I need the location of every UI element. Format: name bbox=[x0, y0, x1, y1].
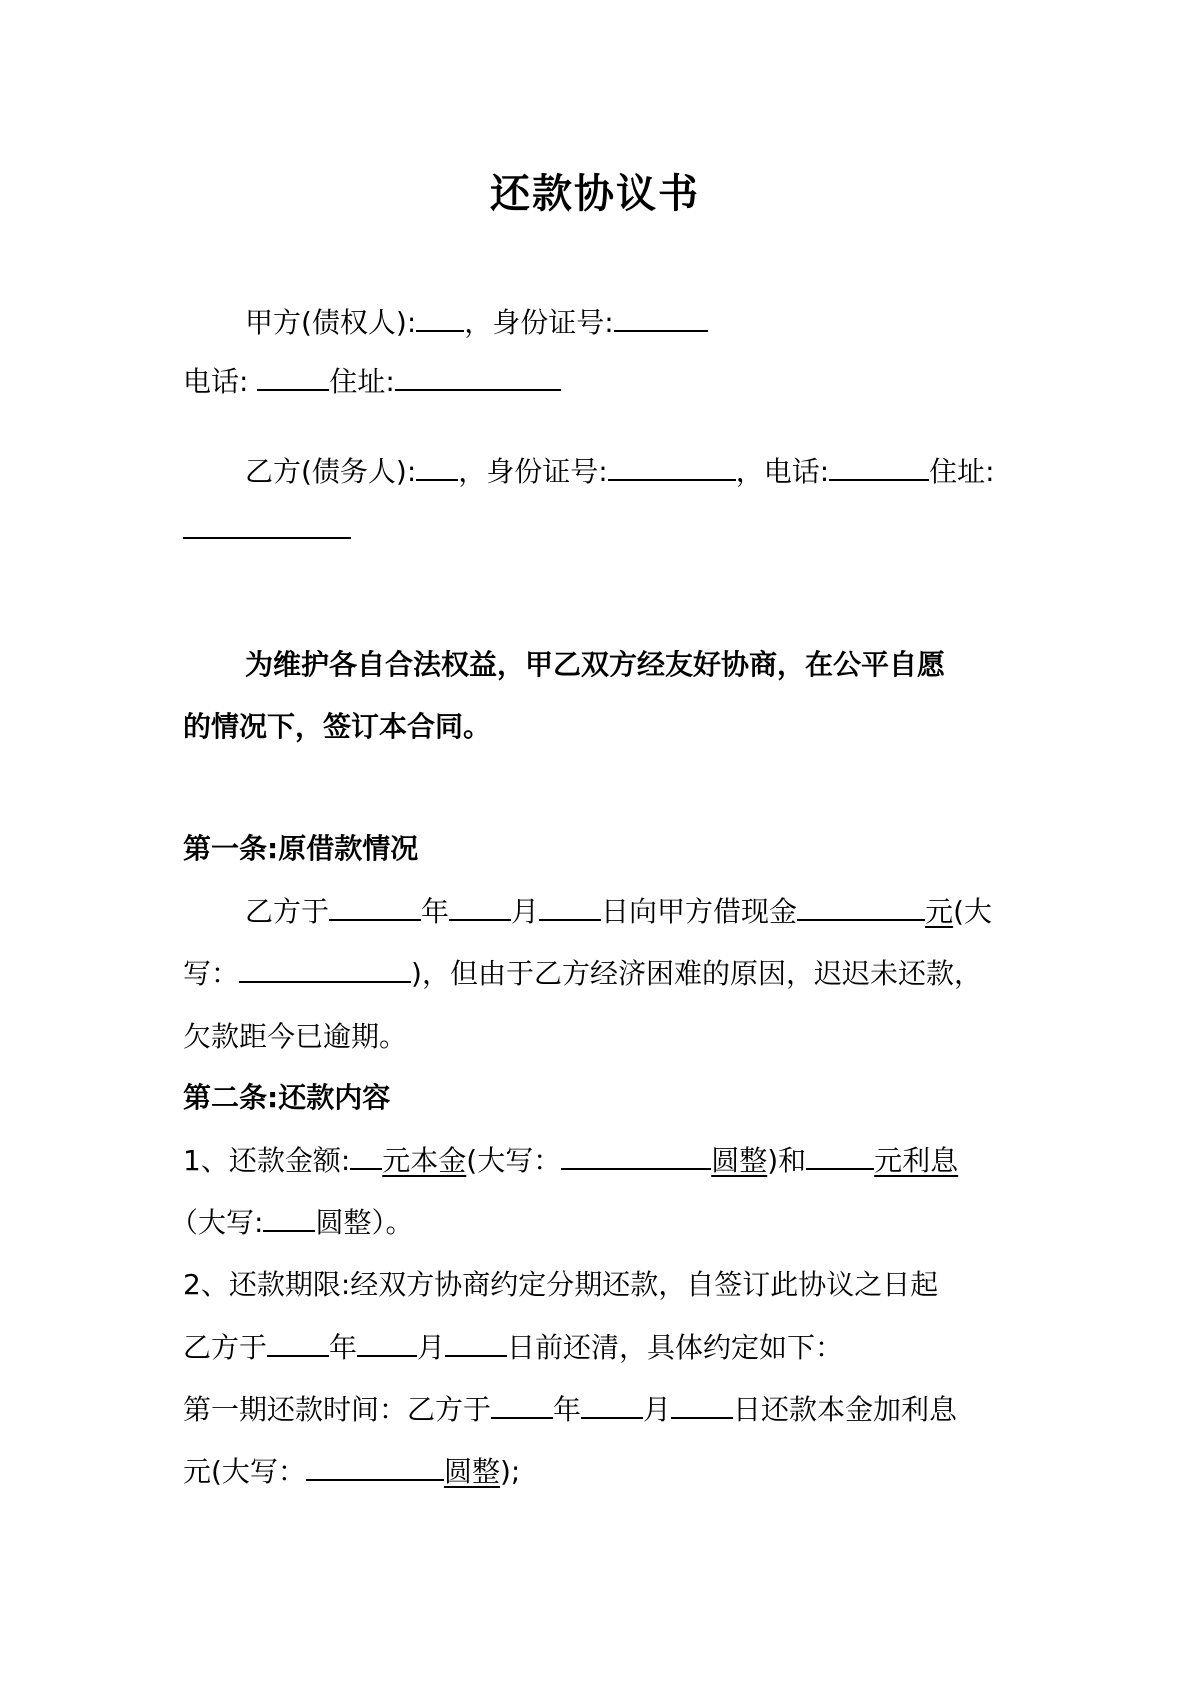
principal-blank[interactable] bbox=[350, 1142, 382, 1170]
party-a-contact-line bbox=[183, 362, 1028, 402]
article-1-line-2 bbox=[183, 954, 1028, 994]
article-1-rest: )，但由于乙方经济困难的原因，迟迟未还款， bbox=[411, 957, 982, 990]
term-month-text: 月 bbox=[417, 1331, 446, 1364]
interest-end-text: 圆整）。 bbox=[315, 1206, 414, 1239]
party-a-address-label: 住址: bbox=[329, 365, 395, 398]
party-a-id-blank[interactable] bbox=[614, 304, 708, 332]
preamble-line-2: 的情况下，签订本合同。 bbox=[183, 710, 492, 743]
yuan-text: 元 bbox=[925, 895, 954, 928]
installment-1-words-blank[interactable] bbox=[306, 1453, 444, 1481]
party-b-address-line bbox=[183, 510, 1028, 550]
term-day-text: 日前还清，具体约定如下： bbox=[507, 1331, 844, 1364]
installment-1-year-blank[interactable] bbox=[491, 1391, 553, 1419]
party-a-phone-blank[interactable] bbox=[257, 363, 329, 391]
article-2-item-2-line-2 bbox=[183, 1328, 1028, 1368]
party-a-address-blank[interactable] bbox=[395, 363, 561, 391]
installment-1-day-text: 日还款本金加利息 bbox=[733, 1393, 958, 1426]
installment-1-prefix: 第一期还款时间：乙方于 bbox=[183, 1393, 492, 1426]
party-b-address-blank[interactable] bbox=[183, 511, 351, 539]
party-b-name-blank[interactable] bbox=[416, 453, 458, 481]
interest-daxie-text: （大写: bbox=[170, 1206, 264, 1239]
term-year-blank[interactable] bbox=[267, 1329, 329, 1357]
article-2-heading: 第二条:还款内容 bbox=[183, 1081, 391, 1114]
loan-amount-blank[interactable] bbox=[797, 893, 925, 921]
article-1-line-1 bbox=[245, 892, 1028, 932]
term-year-text: 年 bbox=[329, 1331, 358, 1364]
loan-day-blank[interactable] bbox=[539, 893, 601, 921]
term-day-blank[interactable] bbox=[445, 1329, 507, 1357]
interest-words-blank[interactable] bbox=[263, 1204, 315, 1232]
party-a-label: 甲方(债权人): bbox=[245, 306, 417, 339]
installment-1-month-text: 月 bbox=[643, 1393, 672, 1426]
yuanzheng-text: 圆整 bbox=[711, 1144, 768, 1177]
installment-1-day-blank[interactable] bbox=[671, 1391, 733, 1419]
party-b-label: 乙方(债务人): bbox=[245, 455, 417, 488]
month-text: 月 bbox=[511, 895, 540, 928]
party-a-name-blank[interactable] bbox=[416, 304, 464, 332]
daxie-text: (大写： bbox=[466, 1144, 562, 1177]
party-a-line bbox=[245, 303, 1028, 343]
article-2-item-2-line-1: 2、还款期限:经双方协商约定分期还款，自签订此协议之日起 bbox=[183, 1268, 939, 1301]
year-text: 年 bbox=[421, 895, 450, 928]
installment-1-month-blank[interactable] bbox=[581, 1391, 643, 1419]
party-b-phone-blank[interactable] bbox=[829, 453, 929, 481]
party-a-phone-label: 电话: bbox=[183, 365, 258, 398]
article-1-heading: 第一条:原借款情况 bbox=[183, 832, 419, 865]
document-title: 还款协议书 bbox=[490, 170, 700, 217]
interest-blank[interactable] bbox=[806, 1142, 874, 1170]
term-month-blank[interactable] bbox=[357, 1329, 417, 1357]
installment-1-yuanzheng: 圆整 bbox=[443, 1455, 500, 1488]
party-b-address-label: 住址: bbox=[929, 455, 995, 488]
installment-1-year-text: 年 bbox=[553, 1393, 582, 1426]
principal-words-blank[interactable] bbox=[561, 1142, 711, 1170]
principal-text: 元本金 bbox=[382, 1144, 467, 1177]
paren-da-text: (大 bbox=[953, 895, 993, 928]
term-prefix: 乙方于 bbox=[183, 1331, 268, 1364]
loan-year-blank[interactable] bbox=[329, 893, 421, 921]
installment-1-line-1 bbox=[183, 1390, 1028, 1430]
installment-1-yuan-text: 元(大写： bbox=[183, 1455, 306, 1488]
party-b-phone-label: ，电话: bbox=[735, 455, 830, 488]
lend-text: 日向甲方借现金 bbox=[601, 895, 798, 928]
loan-month-blank[interactable] bbox=[449, 893, 511, 921]
party-b-id-blank[interactable] bbox=[608, 453, 736, 481]
party-b-id-label: ，身份证号: bbox=[458, 455, 608, 488]
article-2-item-1-line-2 bbox=[170, 1203, 1015, 1243]
preamble-line-1: 为维护各自合法权益，甲乙双方经友好协商，在公平自愿 bbox=[245, 648, 946, 681]
article-1-line-3: 欠款距今已逾期。 bbox=[183, 1020, 408, 1053]
article-2-item-1-line-1 bbox=[183, 1141, 1028, 1181]
party-a-id-label: ，身份证号: bbox=[464, 306, 614, 339]
party-b-line bbox=[245, 452, 1028, 492]
and-text: )和 bbox=[767, 1144, 807, 1177]
loan-amount-words-blank[interactable] bbox=[239, 955, 411, 983]
installment-1-line-2 bbox=[183, 1452, 1028, 1492]
article-1-prefix: 乙方于 bbox=[245, 895, 330, 928]
interest-text: 元利息 bbox=[874, 1144, 959, 1177]
xie-text: 写： bbox=[183, 957, 240, 990]
installment-1-end: ); bbox=[499, 1455, 521, 1488]
amount-label: 1、还款金额: bbox=[183, 1144, 351, 1177]
